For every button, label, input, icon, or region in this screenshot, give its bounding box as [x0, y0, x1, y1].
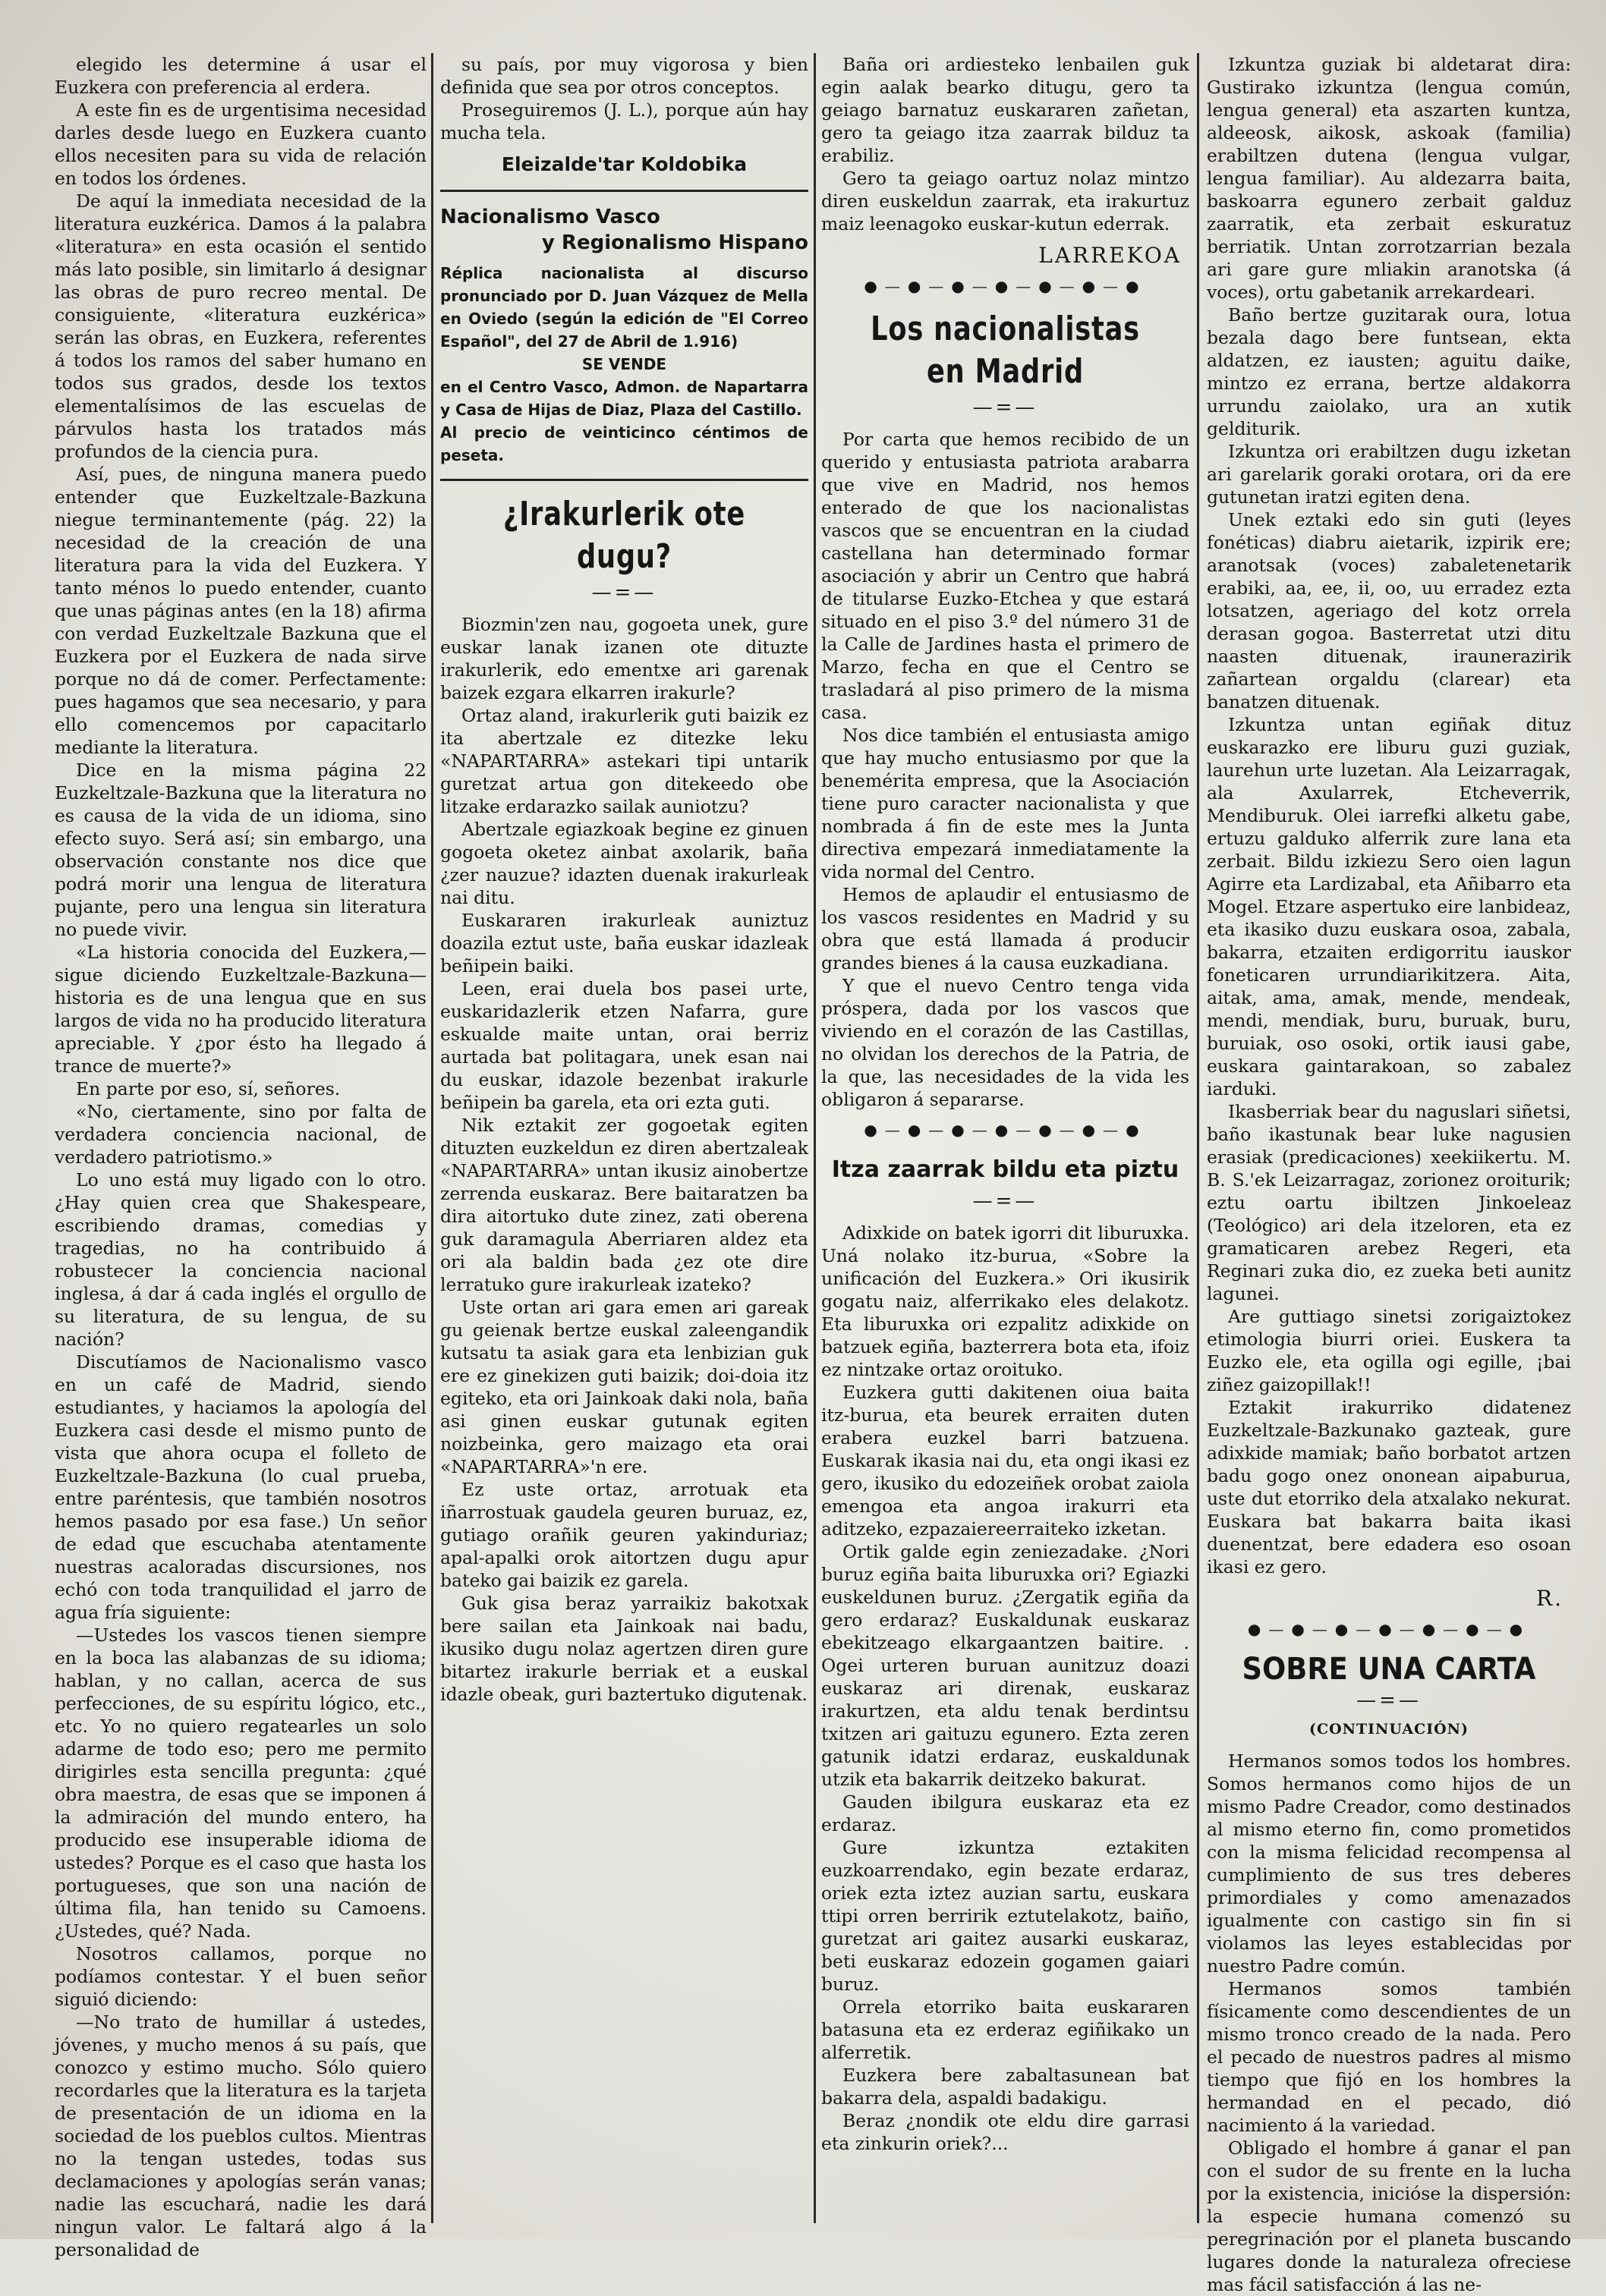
continuation-label: (CONTINUACIÓN) — [1308, 1721, 1469, 1738]
paragraph: Biozmin'zen nau, gogoeta unek, gure euskar lanak izanen ote dituzte irakurlerik, edo ementxe ari garenak baizek ezgara elkarren irakurle? — [440, 614, 808, 703]
ad-text: SE VENDE — [581, 355, 667, 373]
paragraph: Nik eztakit zer gogoetak egiten dituzten euzkeldun ez diren abertzaleak «NAPARTARRA» untan ikusiz ainobertze zerrenda euskaraz. Bere baitaratzen ba dira aitortuko dute zinez, zati oberena guk daramagula Aberriaren aldez eta ori ala baldin bada ¿ez ote dire lerratuko gure irakurleak izateko? — [440, 1115, 808, 1295]
article-signature: Eleizalde'tar Koldobika — [501, 153, 748, 175]
column-3 — [821, 53, 1189, 2223]
headline-ornament: —=— — [591, 581, 657, 604]
article-headline: ¿Irakurlerik ote dugu? — [502, 495, 746, 576]
article-headline: Los nacionalistas en Madrid — [871, 310, 1140, 391]
paragraph: Hermanos somos todos los hombres. Somos hermanos como hijos de un mismo Padre Creador, como destinados al mismo eterno fin, como prometidos con la misma felicidad recompensa al cumplimiento de sus tres deberes primordiales y como amenazados igualmente con castigo sin fin si violamos las leyes establecidas por nuestro Padre común. — [1207, 1750, 1571, 1977]
paragraph: Are guttiago sinetsi zorigaiztokez etimologia biurri oriei. Euskera ta Euzko ele, eta ogilla ogi egille, ¡bai ziñez gaizopillak!! — [1207, 1306, 1571, 1395]
ad-subtitle: y Regionalismo Hispano — [541, 231, 808, 254]
paragraph: Ikasberriak bear du naguslari siñetsi, baño ikastunak bear luke nagusien erasiak (predicaciones) xeekiikertu. M. B. S.'ek Leizarragaz, zorionez oroiturik; eztu oartu ibiltzen Jinkoeleaz (Teológico) ari dela itzeloren, eta ez gramaticaren arebez Regeri, eta Reginari zuka dio, ez zueka beti aunitz lagunei. — [1207, 1101, 1571, 1304]
ad-title: Nacionalismo Vasco — [440, 206, 660, 228]
paragraph: Euzkera gutti dakitenen oiua baita itz-burua, eta beurek erraiten duten erabera euzkel barri batzuena. Euskarak ikasia nai du, eta ongi ikasi ez gero, ikusiko du edozeiñek orobat zaiola emengoa eta angoa irakurri eta aditzeko, ezpazaiereerraiteko izketan. — [821, 1382, 1189, 1540]
paragraph: Uste ortan ari gara emen ari gareak gu geienak bertze euskal zaleengandik kutsatu ta asiak gara eta lenbizian guk ere ez ginekizen guti baizik; doi-doia itz egiteko, eta ori Jainkoak daki nola, baña asi ginen euskar gutunak egiten noizbeinka, gero maizago eta orai «NAPARTARRA»'n ere. — [440, 1297, 808, 1477]
paragraph: Obligado el hombre á ganar el pan con el sudor de su frente en la lucha por la existencia, inicióse la dispersión: la especie humana comenzó su peregrinación por el planeta buscando lugares donde la naturaleza ofreciese mas fácil satisfacción á las ne- — [1207, 2137, 1571, 2295]
column-rule-3 — [1197, 53, 1199, 2223]
ad-text: en el Centro Vasco, Admon. de Napartarra y Casa de Hijas de Diaz, Plaza del Castillo. — [440, 378, 808, 419]
paragraph: Así, pues, de ninguna manera puedo entender que Euzkeltzale-Bazkuna niegue terminantemente (pág. 22) la necesidad de la creación de una literatura para la vida del Euzkera. Y tanto ménos lo puedo entender, cuanto que unas páginas antes (en la 18) afirma con verdad Euzkeltzale Bazkuna que el Euzkera por el Euzkera de nada sirve porque no dá de comer. Perfectamente: pues hagamos que sea necesario, y para ello comencemos por capacitarlo mediante la literatura. — [55, 464, 427, 758]
section-divider: ●—●—●—●—●—●—● — [864, 1121, 1147, 1139]
headline-ornament: —=— — [972, 1190, 1038, 1212]
paragraph: Gauden ibilgura euskaraz eta ez erdaraz. — [821, 1791, 1189, 1835]
paragraph: —No trato de humillar á ustedes, jóvenes, y mucho menos á su país, que conozco y estimo mucho. Sólo quiero recordarles que la literatura es la tarjeta de presentación de un idioma en la sociedad de los pueblos cultos. Mientras no la tengan ustedes, todas sus declamaciones y apologías serán vanas; nadie las escuchará, nadie les dará ningun valor. Le faltará algo á la personalidad de — [55, 2011, 427, 2260]
section-rule — [440, 479, 808, 481]
paragraph: «No, ciertamente, sino por falta de verdadera conciencia nacional, de verdadero patriotismo.» — [55, 1101, 427, 1168]
headline-ornament: —=— — [1356, 1689, 1422, 1712]
paragraph: «La historia conocida del Euzkera,—sigue diciendo Euzkeltzale-Bazkuna—historia es de una lengua que en sus largos de vida no ha producido literatura apreciable. Y ¿por ésto ha llegado á trance de muerte?» — [55, 942, 427, 1077]
paragraph: Izkuntza untan egiñak dituz euskarazko ere liburu guzi guziak, laurehun urte luzetan. Ala Leizarragak, ala Axularrek, Etcheverrik, Mendiburuk. Olei iarrefki alketu gabe, ertuzu galduko alferrik zure lana eta zerbait. Bildu izkiezu Sero oien lagun Agirre eta Lardizabal, eta Añibarro eta Mogel. Etzare aspertuko eire lanbideaz, eta ikasiko duzu euskara osoa, zabala, bakarra, etzaiten erdigorritu iauskor foneticaren urrundiarikitzera. Aita, aitak, ama, amak, mende, mendeak, mendi, mendiak, buru, buruak, buru, buruiak, oso osoki, ortik iausi gabe, euskara gaintarakoan, so zabalez iarduki. — [1207, 714, 1571, 1099]
column-1 — [55, 53, 427, 2260]
article-headline: SOBRE UNA CARTA — [1242, 1652, 1536, 1687]
paragraph: Nos dice también el entusiasta amigo que hay mucho entusiasmo por que la benemérita empresa, que la Asociación tiene puro caracter nacionalista y que nombrada á fin de este mes la Junta directiva empezará inmediatamente la vida normal del Centro. — [821, 725, 1189, 882]
column-4 — [1207, 53, 1571, 2295]
article-headline: Itza zaarrak bildu eta piztu — [831, 1156, 1179, 1183]
paragraph: Ortik galde egin zeniezadake. ¿Nori buruz egiña baita liburuxka ori? Egiazki euskeldunen buruz. ¿Zergatik egiña da gero erdaraz? Euskaldunak euskaraz ebekitzeago elkargaantzen baitire. . Ogei urteren buruan aunitzuz doazi euskaraz ari direnak, euskaraz irakurtzen, eta aldu tenak berdintsu txitzen ari gaituzu egunero. Ezta zeren gatunik idatzi erdaraz, euskaldunak utzik eta bakarrik deitzeko bakurat. — [821, 1541, 1189, 1790]
paragraph: Izkuntza guziak bi aldetarat dira: Gustirako izkuntza (lengua común, lengua general) eta aszarten kuntza, aldeeosk, aikosk, askoak (familia) erabiltzen dutena (lengua vulgar, lengua familiar). Au aldezarra baita, baskoarra egunero zerbait galduz zaarratik, eta zerbait eskuratuz berriatik. Untan zorrotzarrian bezala ari gare gure mliakin aranotska (á voces), ortu gabetanik arrekardeari. — [1207, 54, 1571, 303]
paragraph: Gero ta geiago oartuz nolaz mintzo diren euskeldun zaarrak, eta irakurtuz maiz leenagoko euskar-kutun ederrak. — [821, 168, 1189, 234]
paragraph: Euskararen irakurleak auniztuz doazila eztut uste, baña euskar idazleak beñipein baiki. — [440, 910, 808, 977]
paragraph: Lo uno está muy ligado con lo otro. ¿Hay quien crea que Shakespeare, escribiendo dramas, comedias y tragedias, no ha contribuido á robustecer la conciencia nacional inglesa, á dar á cada inglés el orgullo de su literatura, de su lengua, de su nación? — [55, 1169, 427, 1350]
paragraph: Baña ori ardiesteko lenbailen guk egin aalak bearko ditugu, gero ta geiago barnatuz euskararen zañetan, gero ta geiago itza zaarrak bilduz ta erabiliz. — [821, 54, 1189, 166]
column-rule-1 — [431, 53, 433, 2223]
paragraph: Eztakit irakurriko didatenez Euzkeltzale-Bazkunako gazteak, gure adixkide mamiak; baño borbatot artzen badu gogo onez ononean aipaburua, uste dut etorriko dela atxalako nekurat. Euskara bat bakarra baita ikasi duenentzat, bere edadera eso osoan ikasi ez gero. — [1207, 1397, 1571, 1577]
section-rule — [440, 190, 808, 192]
paragraph: Hermanos somos también físicamente como descendientes de un mismo tronco creado de la nada. Pero el pecado de nuestros padres al mismo tiempo que fijó en los hombres la hermandad en el pecado, dió nacimiento á la variedad. — [1207, 1978, 1571, 2136]
paragraph: Nosotros callamos, porque no podíamos contestar. Y el buen señor siguió diciendo: — [55, 1943, 427, 2010]
paragraph: Abertzale egiazkoak begine ez ginuen gogoeta oketez ainbat axolarik, baña ¿zer nauzue? idazten duenak irakurleak nai ditu. — [440, 819, 808, 908]
paragraph: Proseguiremos (J. L.), porque aún hay mucha tela. — [440, 99, 808, 143]
paragraph: De aquí la inmediata necesidad de la literatura euzkérica. Damos á la palabra «literatura» en esta ocasión el sentido más lato posible, sin limitarlo á designar las obras de puro recreo mental. De consiguiente, «literatura euzkérica» serán las obras, en Euzkera, referentes á todos los ramos del saber humano en todos sus grados, desde los textos elementalísimos de las escuelas de párvulos hasta los tratados más profundos de la ciencia pura. — [55, 190, 427, 462]
paragraph: Izkuntza ori erabiltzen dugu izketan ari garelarik goraki orotara, ori da ere gutunetan iratzi egiten dena. — [1207, 441, 1571, 508]
paragraph: Orrela etorriko baita euskararen batasuna eta ez erderaz egiñikako un alferretik. — [821, 1996, 1189, 2063]
paragraph: Unek eztaki edo sin guti (leyes fonéticas) diabru aietarik, izpirik ere; aranotsak (voces) zabaletenetarik erabiki, aa, ee, ii, oo, uu erradez ezta lotsatzen, ageriago del kotz orrela derasan gogoa. Basterretat utzi ditu naasten dituenak, iraunerazirik zañartean orgaldu (clarear) eta banatzen dituenak. — [1207, 509, 1571, 712]
paragraph: Adixkide on batek igorri dit liburuxka. Uná nolako itz-burua, «Sobre la unificación del Euzkera.» Ori ikusirik gogatu naiz, alferrikako eles delakotz. Eta liburuxka ori ezpalitz adixkide on batzuek egiña, bazterrera bota eta, ifoiz ez nintzake ortaz oroituko. — [821, 1222, 1189, 1380]
paragraph: su país, por muy vigorosa y bien definida que sea por otros conceptos. — [440, 54, 808, 98]
paragraph: Guk gisa beraz yarraikiz bakotxak bere sailan eta Jainkoak nai badu, ikusiko dugu nolaz agertzen diren gure bitartez irakurle berriak et a euskal idazle obeak, guri baztertuko digutenak. — [440, 1593, 808, 1705]
paragraph: —Ustedes los vascos tienen siempre en la boca las alabanzas de su idioma; hablan, y no callan, acerca de sus perfecciones, de su espíritu lógico, etc., etc. Yo no quiero regatearles un solo adarme de todo eso; pero me permito dirigirles esta sencilla pregunta: ¿qué obra maestra, de esas que se imponen á la admiración del mundo entero, ha producido ese insuperable idioma de ustedes? Porque es el caso que hasta los portugueses, que son una nación de última fila, han tenido su Camoens. ¿Ustedes, qué? Nada. — [55, 1624, 427, 1942]
article-signature: LARREKOA — [1038, 243, 1182, 268]
section-divider: ●—●—●—●—●—●—● — [1247, 1620, 1531, 1638]
paragraph: elegido les determine á usar el Euzkera con preferencia al erdera. — [55, 54, 427, 98]
ad-text: Al precio de veinticinco céntimos de peseta. — [440, 423, 808, 464]
paragraph: Gure izkuntza eztakiten euzkoarrendako, egin bezate erdaraz, oriek ezta iztez auzian sartu, euskara ttipi orren berririk eztutelakotz, baiño, guretzat ari gaitez ausarki euskaraz, beti euskaraz edozein gogamen gaiari buruz. — [821, 1837, 1189, 1995]
paragraph: Euzkera bere zabaltasunean bat bakarra dela, aspaldi badakigu. — [821, 2065, 1189, 2109]
paragraph: Y que el nuevo Centro tenga vida próspera, dada por los vascos que viviendo en el corazón de las Castillas, no olvidan los derechos de la Patria, de la que, las necesidades de la vida les obligaron á separarse. — [821, 975, 1189, 1110]
paragraph: Dice en la misma página 22 Euzkeltzale-Bazkuna que la literatura no es causa de la vida de un idioma, sino efecto suyo. Será así; sin embargo, una observación constante nos dice que podrá morir una lengua de literatura pujante, pero una lengua sin literatura no puede vivir. — [55, 760, 427, 940]
article-signature: R. — [1536, 1586, 1563, 1611]
paragraph: En parte por eso, sí, señores. — [76, 1078, 341, 1099]
headline-ornament: —=— — [972, 396, 1038, 419]
paragraph: Leen, erai duela bos pasei urte, euskaridazlerik etzen Nafarra, gure eskualde maite untan, orai berriz aurtada bat politagara, unek esan nai du euskar, idazole bezenbat irakurle beñipein ba garela, eta ori ezta guti. — [440, 978, 808, 1113]
paragraph: Hemos de aplaudir el entusiasmo de los vascos residentes en Madrid y su obra que está llamada á producir grandes bienes á la causa euzkadiana. — [821, 884, 1189, 973]
paragraph: Discutíamos de Nacionalismo vasco en un café de Madrid, siendo estudiantes, y haciamos la apología del Euzkera casi desde el mismo punto de vista que ahora ocupa el folleto de Euzkeltzale-Bazkuna (lo cual prueba, entre paréntesis, que también nosotros hemos pasado por esa fase.) Un señor de edad que escuchaba atentamente nuestras acaloradas discursiones, nos echó con toda tranquilidad el jarro de agua fría siguiente: — [55, 1351, 427, 1623]
ad-text: Réplica nacionalista al discurso pronunciado por D. Juan Vázquez de Mella en Oviedo (según la edición de "El Correo Español", del 27 de Abril de 1.916) — [440, 264, 808, 351]
paragraph: Beraz ¿nondik ote eldu dire garrasi eta zinkurin oriek?... — [821, 2110, 1189, 2154]
section-divider: ●—●—●—●—●—●—● — [864, 277, 1147, 295]
paragraph: Ortaz aland, irakurlerik guti baizik ez ita abertzale ez ditezke leku «NAPARTARRA» astekari tipi untarik guretzat artua gon ditekeedo obe litzake erdarazko sailak auniotzu? — [440, 705, 808, 817]
column-2 — [440, 53, 808, 2223]
paragraph: Ez uste ortaz, arrotuak eta iñarrostuak gaudela geuren buruaz, ez, gutiago orañik geuren yakinduriaz; apal-apalki orok aitortzen dugu apur bateko gai baizik ez garela. — [440, 1479, 808, 1591]
paragraph: Por carta que hemos recibido de un querido y entusiasta patriota arabarra que vive en Madrid, nos hemos enterado de que los nacionalistas vascos que se encuentran en la ciudad castellana han determinado formar asociación y abrir un Centro que habrá de titularse Euzko-Etchea y que estará situado en el piso 3.º del número 31 de la Calle de Jardines hasta el primero de Marzo, fecha en que el Centro se trasladará al piso primero de la misma casa. — [821, 429, 1189, 723]
paragraph: Baño bertze guzitarak oura, lotua bezala dago bere funtsean, ekta aldatzen, ez iausten; aguitu daike, mintzo ez errana, bertze aldakorra urrundu zaiolako, ura an xutik gelditurik. — [1207, 304, 1571, 439]
paragraph: A este fin es de urgentisima necesidad darles desde luego en Euzkera cuanto ellos necesiten para su vida de relación en todos los órdenes. — [55, 99, 427, 189]
column-rule-2 — [814, 53, 816, 2223]
